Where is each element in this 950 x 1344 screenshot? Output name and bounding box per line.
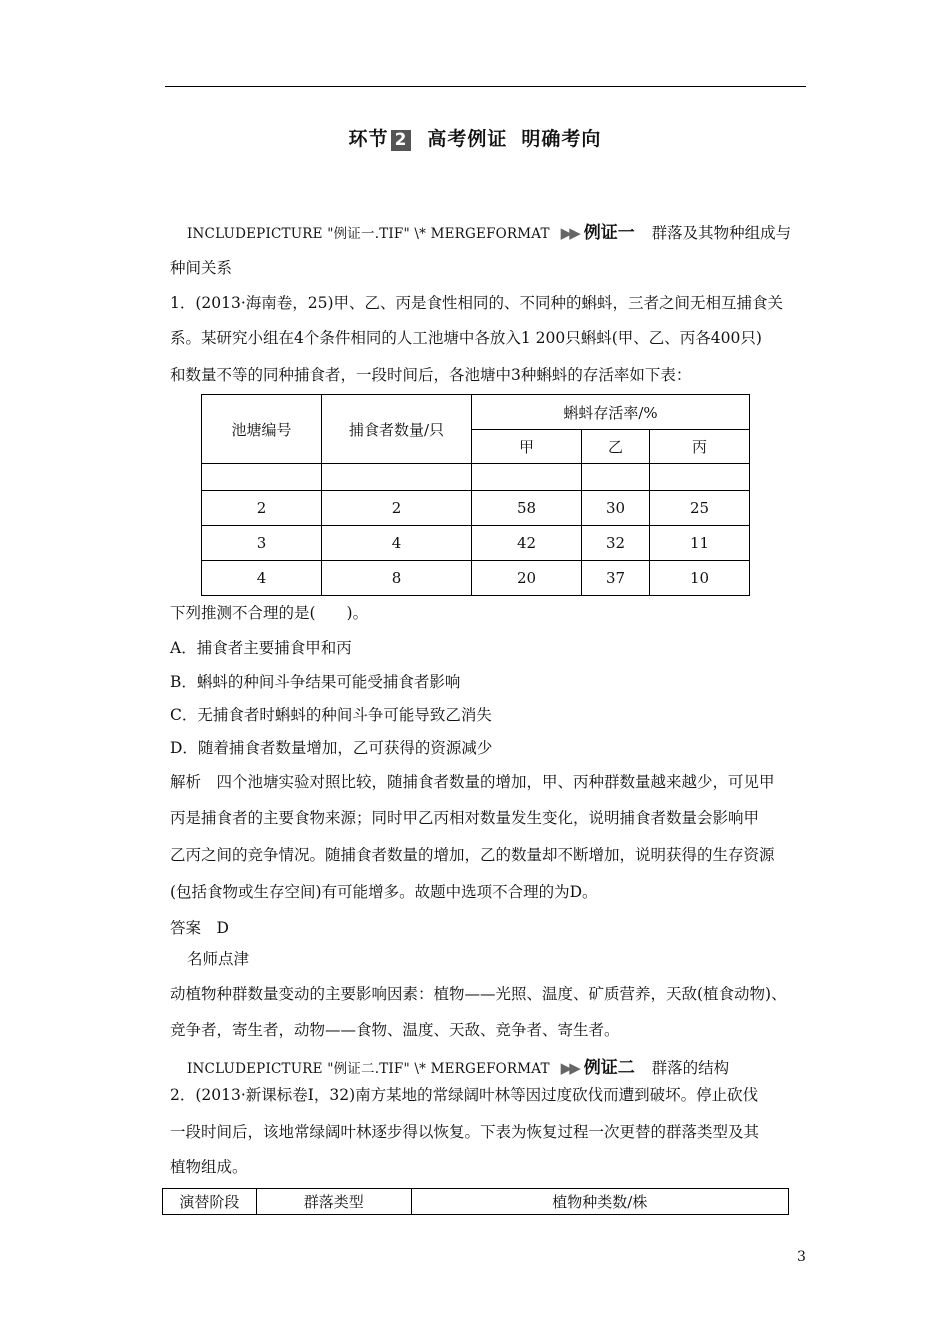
analysis-line: (包括食物或生存空间)有可能增多。故题中选项不合理的为D。 <box>170 883 598 901</box>
analysis-line: 解析 四个池塘实验对照比较，随捕食者数量的增加，甲、丙种群数量越来越少，可见甲 <box>170 773 775 791</box>
analysis-line: 丙是捕食者的主要食物来源；同时甲乙丙相对数量发生变化，说明捕食者数量会影响甲 <box>170 809 760 827</box>
survival-table <box>201 394 750 596</box>
tip-line: 动植物种群数量变动的主要影响因素：植物——光照、温度、矿质营养，天敌(植食动物)、 <box>170 985 787 1003</box>
section-number: 2 <box>391 130 412 151</box>
option-c: C．无捕食者时蝌蚪的种间斗争可能导致乙消失 <box>170 706 492 724</box>
q2-line: 2．(2013·新课标卷Ⅰ，32)南方某地的常绿阔叶林等因过度砍伐而遭到破坏。停止砍伐 <box>170 1086 759 1104</box>
q1-prompt: 下列推测不合理的是( )。 <box>170 604 369 622</box>
example-tag: ▶▶ 例证二 <box>560 1058 635 1078</box>
header-jia: 甲 <box>472 430 582 464</box>
header-yi: 乙 <box>582 430 650 464</box>
q1-line: 和数量不等的同种捕食者，一段时间后，各池塘中3种蝌蚪的存活率如下表： <box>170 366 692 384</box>
table-row <box>202 464 750 491</box>
example-topic: 群落的结构 <box>651 1059 730 1077</box>
option-a: A．捕食者主要捕食甲和丙 <box>170 639 352 657</box>
table-row: 2 2 58 30 25 <box>202 491 750 526</box>
section-prefix: 环节 <box>348 128 389 150</box>
include-field: INCLUDEPICTURE "例证二.TIF" \* MERGEFORMAT <box>187 1061 550 1077</box>
tip-line: 竞争者，寄生者，动物——食物、温度、天敌、竞争者、寄生者。 <box>170 1021 620 1039</box>
option-b: B．蝌蚪的种间斗争结果可能受捕食者影响 <box>170 673 461 691</box>
q2-line: 一段时间后，该地常绿阔叶林逐步得以恢复。下表为恢复过程一次更替的群落类型及其 <box>170 1123 760 1141</box>
include-field: INCLUDEPICTURE "例证一.TIF" \* MERGEFORMAT <box>187 226 550 242</box>
header-rule <box>165 86 806 87</box>
example-topic: 群落及其物种组成与 <box>651 224 792 242</box>
table-row: 3 4 42 32 11 <box>202 526 750 561</box>
analysis-line: 乙丙之间的竞争情况。随捕食者数量的增加，乙的数量却不断增加，说明获得的生存资源 <box>170 846 775 864</box>
header-pond: 池塘编号 <box>202 395 322 464</box>
example2-heading <box>187 1053 729 1078</box>
header-bing: 丙 <box>650 430 750 464</box>
q2-line: 植物组成。 <box>170 1158 248 1176</box>
header-community: 群落类型 <box>256 1189 411 1215</box>
section-title-part2: 明确考向 <box>521 128 602 150</box>
answer: 答案 D <box>170 919 229 937</box>
table-row: 4 8 20 37 10 <box>202 561 750 596</box>
example1-heading <box>187 218 791 243</box>
header-species-count: 植物种类数/株 <box>411 1189 788 1215</box>
option-d: D．随着捕食者数量增加，乙可获得的资源减少 <box>170 739 493 757</box>
example-tag: ▶▶ 例证一 <box>560 223 635 243</box>
header-survival: 蝌蚪存活率/% <box>472 395 750 430</box>
q1-line: 1．(2013·海南卷，25)甲、乙、丙是食性相同的、不同种的蝌蚪，三者之间无相互捕食关 <box>170 294 784 312</box>
double-arrow-icon: ▶▶ <box>560 224 578 242</box>
double-arrow-icon: ▶▶ <box>560 1059 578 1077</box>
header-predator: 捕食者数量/只 <box>322 395 472 464</box>
header-stage: 演替阶段 <box>163 1189 257 1215</box>
page-number: 3 <box>797 1249 806 1265</box>
q1-line: 系。某研究小组在4个条件相同的人工池塘中各放入1 200只蝌蚪(甲、乙、丙各400只) <box>170 329 762 347</box>
section-title-part1: 高考例证 <box>427 128 508 150</box>
example1-topic-cont: 种间关系 <box>170 259 233 277</box>
section-title <box>0 124 950 151</box>
succession-table <box>162 1188 789 1215</box>
tip-title: 名师点津 <box>187 950 250 968</box>
